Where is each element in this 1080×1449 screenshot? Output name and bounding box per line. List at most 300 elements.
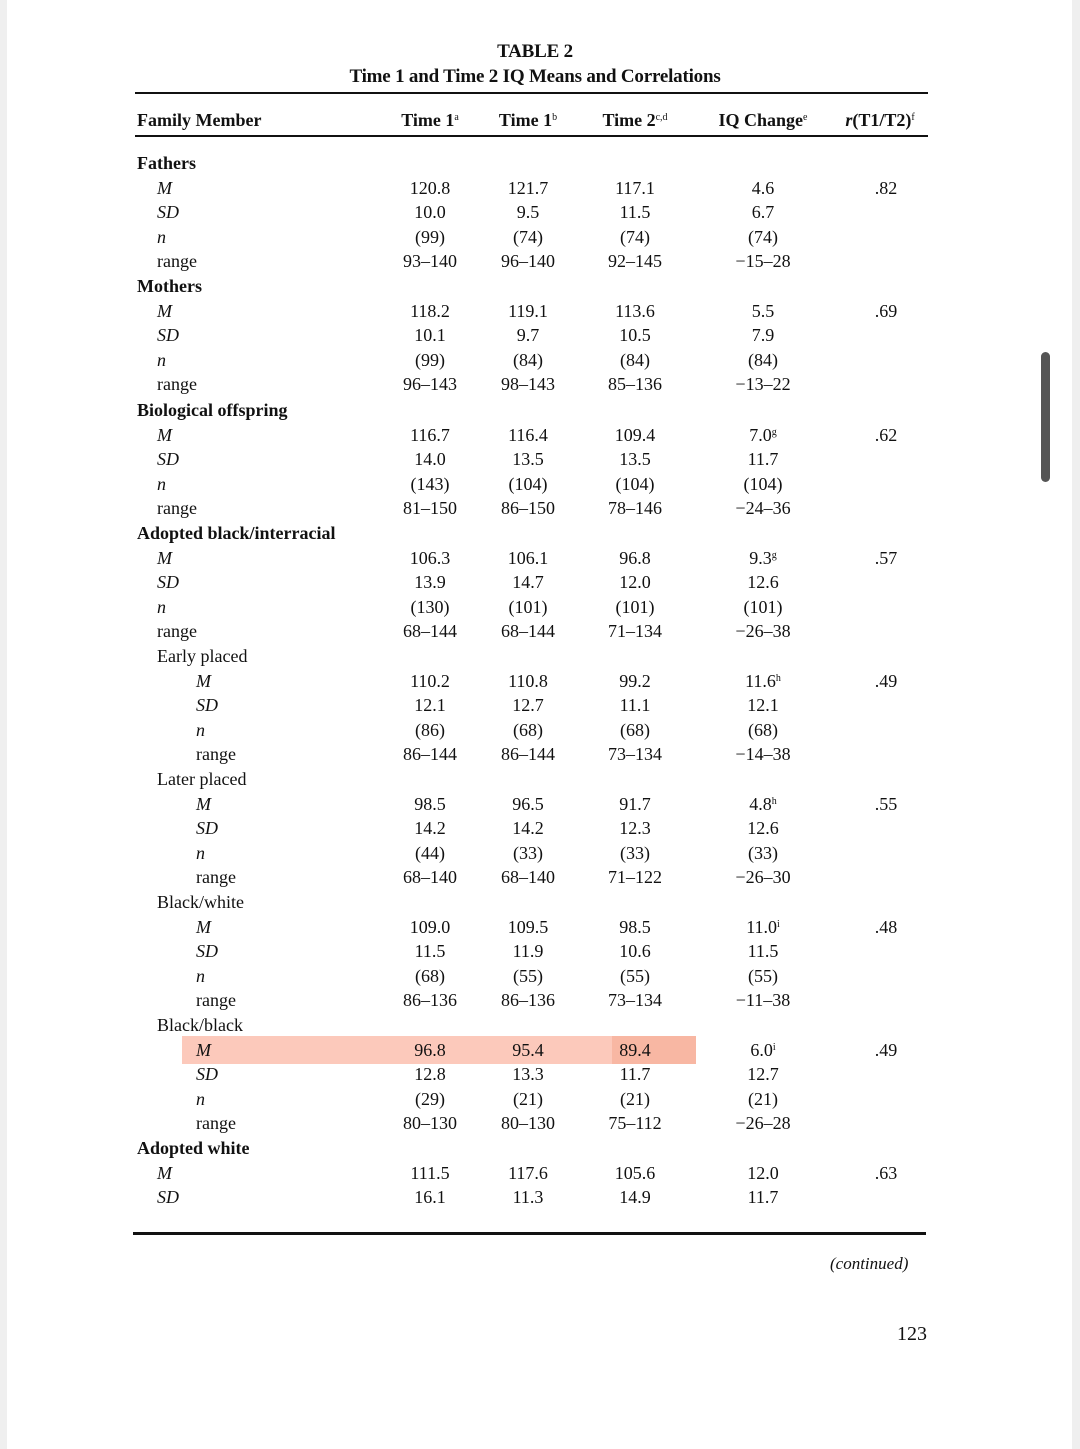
stat-label: M <box>196 916 211 937</box>
stat-label: M <box>196 793 211 814</box>
bottom-rule <box>133 1232 926 1235</box>
table-cell <box>713 251 813 272</box>
cell-value: 14.9 <box>619 1187 651 1207</box>
cell-value: 85–136 <box>608 374 662 394</box>
table-row <box>0 498 1070 522</box>
stat-label: M <box>196 1039 211 1060</box>
group-row <box>0 400 1070 424</box>
footnote-marker: g <box>771 426 777 438</box>
cell-value: (55) <box>620 965 650 986</box>
table-cell <box>380 1113 480 1134</box>
table-cell <box>585 1113 685 1134</box>
table-cell <box>713 548 813 569</box>
table-cell <box>713 178 813 199</box>
table-cell <box>478 548 578 569</box>
footnote-marker: h <box>775 672 781 684</box>
cell-value: 9.5 <box>516 202 540 222</box>
cell-value: 11.1 <box>619 695 651 715</box>
cell-value: 110.8 <box>508 670 548 691</box>
table-cell <box>585 374 685 395</box>
table-cell <box>585 178 685 199</box>
stat-label: SD <box>196 1064 218 1084</box>
footnote-marker: i <box>777 918 780 930</box>
cell-value: (143) <box>410 473 450 494</box>
cell-value: 81–150 <box>403 498 457 518</box>
cell-value: 95.4 <box>512 1039 544 1060</box>
cell-value: 11.7 <box>619 1064 651 1084</box>
cell-value: 5.5 <box>751 300 775 321</box>
footnote-marker: h <box>771 795 777 807</box>
table-cell <box>713 202 813 223</box>
table-cell <box>380 202 480 223</box>
group-row <box>0 646 1070 670</box>
cell-value: 13.5 <box>619 449 651 469</box>
table-cell <box>713 695 813 716</box>
cell-value: 11.6 <box>745 670 776 691</box>
correlation-value: .69 <box>874 300 898 321</box>
table-cell <box>380 251 480 272</box>
stat-label: M <box>157 547 172 568</box>
cell-value: (29) <box>415 1088 445 1109</box>
stat-label: M <box>196 670 211 691</box>
stat-label: n <box>157 596 166 617</box>
table-cell <box>585 990 685 1011</box>
cell-value: (21) <box>513 1088 543 1109</box>
cell-value: 16.1 <box>414 1187 446 1207</box>
cell-value: 12.7 <box>747 1064 779 1084</box>
cell-value: (84) <box>748 349 778 370</box>
group-label: Early placed <box>157 646 248 666</box>
table-cell <box>585 1187 685 1208</box>
table-cell <box>380 941 480 962</box>
table-cell <box>713 867 813 888</box>
table-cell <box>713 1113 813 1134</box>
table-cell <box>478 301 578 322</box>
table-cell <box>380 227 480 248</box>
table-cell <box>585 720 685 741</box>
cell-value: (104) <box>508 473 548 494</box>
table-cell <box>380 350 480 371</box>
cell-value: 119.1 <box>508 300 548 321</box>
cell-value: 12.3 <box>619 818 651 838</box>
column-header-time1a: Time 1$^a$ <box>401 110 459 130</box>
correlation-value: .62 <box>874 424 898 445</box>
cell-value: 68–144 <box>403 621 457 641</box>
table-cell <box>585 744 685 765</box>
table-cell <box>380 621 480 642</box>
cell-value: 96.5 <box>512 793 544 814</box>
table-row <box>0 449 1070 473</box>
table-row <box>0 917 1070 941</box>
table-cell <box>585 597 685 618</box>
cell-value: (68) <box>620 719 650 740</box>
cell-value: 109.0 <box>409 916 451 937</box>
stat-label: SD <box>157 449 179 469</box>
cell-value: (104) <box>615 473 655 494</box>
continued-note: (continued) <box>830 1254 909 1273</box>
cell-value: 80–130 <box>501 1113 555 1133</box>
cell-value: 109.5 <box>507 916 549 937</box>
cell-value: 106.1 <box>507 547 549 568</box>
table-row <box>0 818 1070 842</box>
cell-value: (21) <box>748 1088 778 1109</box>
cell-value: (55) <box>513 965 543 986</box>
table-cell <box>585 843 685 864</box>
cell-value: 14.2 <box>414 818 446 838</box>
table-cell <box>585 941 685 962</box>
table-row <box>0 350 1070 374</box>
table-cell <box>478 671 578 692</box>
table-cell <box>713 425 813 446</box>
table-cell <box>380 1187 480 1208</box>
table-cell <box>478 251 578 272</box>
cell-value: −14–38 <box>735 744 791 764</box>
cell-value: 121.7 <box>507 177 549 198</box>
stat-label: n <box>196 719 205 740</box>
cell-value: −26–28 <box>735 1113 791 1133</box>
table-cell <box>478 621 578 642</box>
table-cell <box>478 818 578 839</box>
table-cell <box>380 548 480 569</box>
cell-value: 111.5 <box>410 1162 450 1183</box>
table-cell <box>478 374 578 395</box>
table-cell <box>478 867 578 888</box>
cell-value: 4.8 <box>749 793 772 814</box>
cell-value: (21) <box>620 1088 650 1109</box>
table-row <box>0 572 1070 596</box>
stat-label: SD <box>157 325 179 345</box>
table-row <box>0 1064 1070 1088</box>
cell-value: 12.6 <box>747 818 779 838</box>
table-cell <box>478 843 578 864</box>
group-label: Adopted black/interracial <box>137 523 336 543</box>
table-row <box>0 621 1070 645</box>
table-row <box>0 597 1070 621</box>
cell-value: 117.6 <box>508 1162 548 1183</box>
group-label: Mothers <box>137 276 202 296</box>
table-cell <box>713 1089 813 1110</box>
table-cell <box>380 498 480 519</box>
table-cell <box>585 325 685 346</box>
table-cell <box>478 350 578 371</box>
group-row <box>0 1015 1070 1039</box>
correlation-value: .57 <box>874 547 898 568</box>
cell-value: 116.4 <box>508 424 548 445</box>
cell-value: (86) <box>415 719 445 740</box>
table-cell <box>713 1187 813 1208</box>
cell-value: 6.7 <box>751 202 775 222</box>
cell-value: 13.5 <box>512 449 544 469</box>
table-cell <box>478 1040 578 1061</box>
table-cell <box>585 251 685 272</box>
cell-value: 99.2 <box>619 670 651 691</box>
stat-label: M <box>157 1162 172 1183</box>
cell-value: 86–136 <box>403 990 457 1010</box>
cell-value: (104) <box>743 473 783 494</box>
table-cell <box>380 843 480 864</box>
table-cell <box>713 917 813 938</box>
table-cell <box>585 917 685 938</box>
cell-value: 11.7 <box>747 1187 779 1207</box>
table-cell <box>478 325 578 346</box>
table-row <box>0 695 1070 719</box>
cell-value: 109.4 <box>614 424 656 445</box>
table-cell <box>585 1163 685 1184</box>
cell-value: 9.3 <box>749 547 772 568</box>
table-cell <box>478 720 578 741</box>
group-label: Black/white <box>157 892 244 912</box>
group-row <box>0 769 1070 793</box>
cell-value: 10.6 <box>619 941 651 961</box>
cell-value: 106.3 <box>409 547 451 568</box>
stat-label: SD <box>157 572 179 592</box>
cell-value: 68–144 <box>501 621 555 641</box>
table-cell <box>380 917 480 938</box>
cell-value: 91.7 <box>619 793 651 814</box>
stat-label: n <box>157 473 166 494</box>
cell-value: 10.1 <box>414 325 446 345</box>
cell-value: 14.0 <box>414 449 446 469</box>
table-row <box>0 744 1070 768</box>
table-header <box>0 110 1070 134</box>
cell-value: 14.2 <box>512 818 544 838</box>
table-cell <box>478 227 578 248</box>
cell-value: (44) <box>415 842 445 863</box>
table-cell <box>585 1064 685 1085</box>
table-cell <box>380 695 480 716</box>
table-cell <box>585 202 685 223</box>
table-cell <box>713 301 813 322</box>
cell-value: 98.5 <box>414 793 446 814</box>
table-cell <box>478 449 578 470</box>
table-cell <box>478 695 578 716</box>
page-number: 123 <box>897 1323 927 1345</box>
table-row <box>0 178 1070 202</box>
cell-value: 96–143 <box>403 374 457 394</box>
cell-value: 12.7 <box>512 695 544 715</box>
table-row <box>0 671 1070 695</box>
table-cell <box>713 621 813 642</box>
stat-label: range <box>196 990 236 1010</box>
correlation-value: .55 <box>874 793 898 814</box>
cell-value: 105.6 <box>614 1162 656 1183</box>
table-cell <box>713 374 813 395</box>
cell-value: (74) <box>748 226 778 247</box>
column-header-correlation: $r(T1/T2)^f$ <box>845 110 915 130</box>
top-rule <box>135 92 928 94</box>
table-cell <box>585 449 685 470</box>
cell-value: 116.7 <box>410 424 450 445</box>
stat-label: range <box>157 374 197 394</box>
table-row <box>0 1089 1070 1113</box>
table-cell <box>380 818 480 839</box>
table-cell <box>585 867 685 888</box>
table-row <box>0 1040 1070 1064</box>
table-cell <box>713 794 813 815</box>
group-row <box>0 1138 1070 1162</box>
cell-value: (99) <box>415 349 445 370</box>
table-row <box>0 374 1070 398</box>
cell-value: 11.7 <box>747 449 779 469</box>
cell-value: 13.3 <box>512 1064 544 1084</box>
table-cell <box>585 1089 685 1110</box>
table-cell <box>478 474 578 495</box>
table-cell <box>380 867 480 888</box>
cell-value: 78–146 <box>608 498 662 518</box>
cell-value: (101) <box>615 596 655 617</box>
cell-value: 73–134 <box>608 744 662 764</box>
table-cell <box>380 178 480 199</box>
cell-value: (74) <box>620 226 650 247</box>
table-row <box>0 966 1070 990</box>
cell-value: 71–134 <box>608 621 662 641</box>
table-cell <box>713 744 813 765</box>
table-cell <box>713 818 813 839</box>
stat-label: n <box>196 965 205 986</box>
table-cell <box>380 1089 480 1110</box>
table-row <box>0 202 1070 226</box>
cell-value: 80–130 <box>403 1113 457 1133</box>
table-cell <box>380 572 480 593</box>
table-cell <box>585 498 685 519</box>
table-cell <box>713 941 813 962</box>
footnote-marker: i <box>772 1041 776 1053</box>
cell-value: 98.5 <box>619 916 651 937</box>
table-cell <box>380 794 480 815</box>
correlation-value: .48 <box>874 916 898 937</box>
table-cell <box>713 227 813 248</box>
footnote-marker: g <box>771 549 777 561</box>
cell-value: (99) <box>415 226 445 247</box>
cell-value: (74) <box>513 226 543 247</box>
table-cell <box>713 843 813 864</box>
cell-value: 71–122 <box>608 867 662 887</box>
table-cell <box>478 1089 578 1110</box>
table-cell <box>380 671 480 692</box>
group-label: Black/black <box>157 1015 243 1035</box>
cell-value: 86–150 <box>501 498 555 518</box>
table-cell <box>478 498 578 519</box>
table-cell <box>478 917 578 938</box>
cell-value: (33) <box>620 842 650 863</box>
stat-label: range <box>196 867 236 887</box>
table-label: TABLE 2 <box>497 41 573 62</box>
cell-value: 96.8 <box>619 547 651 568</box>
cell-value: 86–144 <box>403 744 457 764</box>
cell-value: 12.1 <box>414 695 446 715</box>
table-cell <box>380 1064 480 1085</box>
cell-value: 6.0 <box>750 1039 773 1060</box>
table-cell <box>380 449 480 470</box>
table-cell <box>478 941 578 962</box>
cell-value: (84) <box>513 349 543 370</box>
stat-label: range <box>157 251 197 271</box>
stat-label: M <box>157 177 172 198</box>
cell-value: 12.0 <box>747 1162 779 1183</box>
column-header-time1b: Time 1$^b$ <box>498 110 558 130</box>
cell-value: 68–140 <box>501 867 555 887</box>
table-cell <box>380 1040 480 1061</box>
table-row <box>0 794 1070 818</box>
table-cell <box>380 325 480 346</box>
correlation-value: .63 <box>874 1162 898 1183</box>
stat-label: SD <box>196 818 218 838</box>
group-label: Later placed <box>157 769 247 789</box>
stat-label: SD <box>157 1187 179 1207</box>
table-cell <box>585 794 685 815</box>
cell-value: 11.5 <box>747 941 779 961</box>
cell-value: 9.7 <box>516 325 540 345</box>
table-cell <box>713 990 813 1011</box>
cell-value: 98–143 <box>501 374 555 394</box>
correlation-value: .82 <box>874 177 898 198</box>
cell-value: 113.6 <box>615 300 655 321</box>
cell-value: 120.8 <box>409 177 451 198</box>
stat-label: SD <box>157 202 179 222</box>
viewer-right-edge <box>1072 0 1080 1449</box>
cell-value: (68) <box>415 965 445 986</box>
table-cell <box>585 548 685 569</box>
table-cell <box>713 572 813 593</box>
stat-label: n <box>196 1088 205 1109</box>
table-cell <box>585 474 685 495</box>
cell-value: 12.0 <box>619 572 651 592</box>
table-cell <box>478 1064 578 1085</box>
table-cell <box>380 720 480 741</box>
table-cell <box>478 597 578 618</box>
table-row <box>0 548 1070 572</box>
cell-value: 11.5 <box>619 202 651 222</box>
stat-label: SD <box>196 941 218 961</box>
cell-value: 73–134 <box>608 990 662 1010</box>
correlation-value: .49 <box>874 1039 898 1060</box>
table-row <box>0 1163 1070 1187</box>
table-row <box>0 474 1070 498</box>
cell-value: −24–36 <box>735 498 791 518</box>
cell-value: 96–140 <box>501 251 555 271</box>
stat-label: range <box>157 498 197 518</box>
cell-value: 110.2 <box>410 670 450 691</box>
table-row <box>0 941 1070 965</box>
cell-value: (68) <box>513 719 543 740</box>
cell-value: 12.8 <box>414 1064 446 1084</box>
cell-value: (84) <box>620 349 650 370</box>
table-cell <box>585 966 685 987</box>
cell-value: (101) <box>508 596 548 617</box>
cell-value: 92–145 <box>608 251 662 271</box>
table-cell <box>478 202 578 223</box>
group-row <box>0 523 1070 547</box>
cell-value: −13–22 <box>735 374 791 394</box>
stat-label: M <box>157 300 172 321</box>
group-row <box>0 892 1070 916</box>
cell-value: (101) <box>743 596 783 617</box>
table-cell <box>478 572 578 593</box>
correlation-value: .49 <box>874 670 898 691</box>
table-cell <box>713 449 813 470</box>
table-row <box>0 425 1070 449</box>
table-cell <box>713 325 813 346</box>
table-caption: Time 1 and Time 2 IQ Means and Correlations <box>349 66 721 87</box>
cell-value: 10.0 <box>414 202 446 222</box>
column-header-time2: Time 2$^{c,d}$ <box>602 110 668 130</box>
table-cell <box>585 301 685 322</box>
table-cell <box>478 966 578 987</box>
table-cell <box>478 178 578 199</box>
group-row <box>0 276 1070 300</box>
table-cell <box>585 1040 685 1061</box>
table-cell <box>713 597 813 618</box>
